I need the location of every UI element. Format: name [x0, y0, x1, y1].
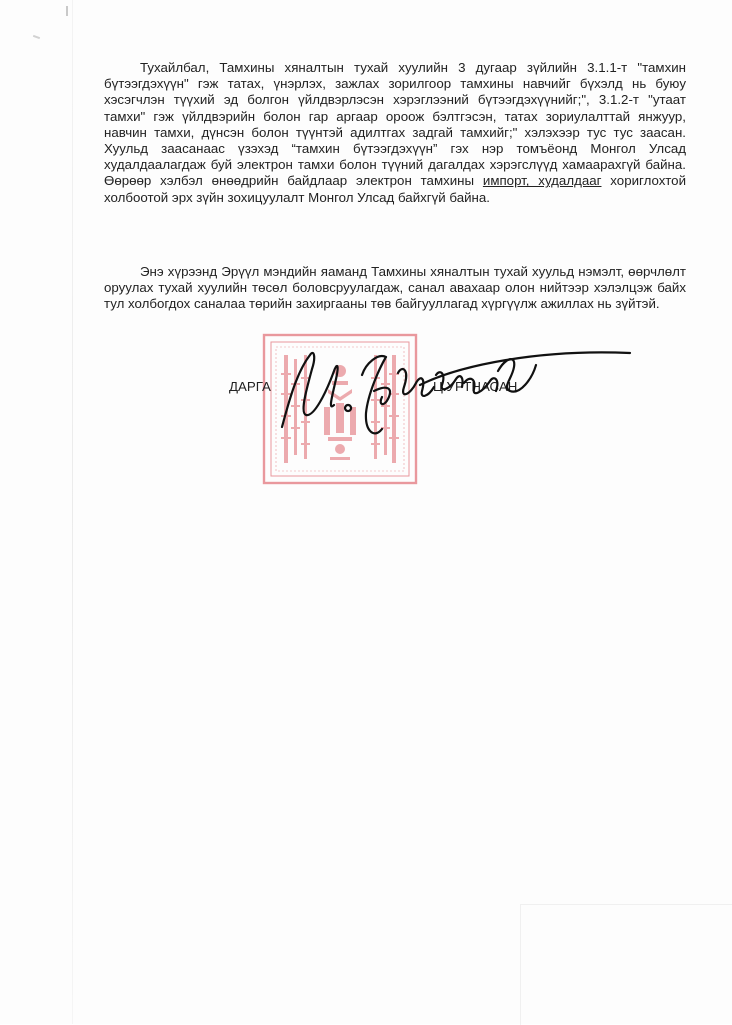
body-paragraph-1	[104, 60, 686, 206]
scan-mark	[33, 35, 40, 39]
signatory-title: ДАРГА	[229, 379, 271, 394]
scan-mark	[66, 6, 68, 16]
handwritten-signature-icon	[270, 335, 635, 445]
scan-edge	[72, 0, 73, 1024]
paragraph-text	[104, 60, 686, 206]
underlined-phrase: импорт, худалдааг	[482, 173, 602, 189]
body-paragraph-2	[104, 264, 686, 313]
paragraph-1-text: Тухайлбал, Тамхины хяналтын тухай хуулийн 3 дугаар зүйлийн 3.1.1-т "тамхин бүтээгдэхүүн" гэж татах, үнэрлэх, зажлах зорилгоор тамхины навчийг бүхэлд нь буюу хэсэгчлэн түүхий эд болгон үйлдвэрлэсэн хэрэглээний бүтээгдэхүүнийг;", 3.1.2-т "утаат тамхи" гэж үйлдвэрийн болон гар аргаар ороож бэлтгэсэн, татах зориулалттай янжуур, навчин тамхи, дүнсэн болон түүнтэй адилтгах задгай тамхийг;" хэлэхээр тус тус заасан. Хуульд заасанаас үзэхэд “тамхин бүтээгдэхүүн” гэх нэр томъёонд Монгол Улсад худалдаалагдаж буй электрон тамхи болон түүний дагалдах хэрэгслүүд хамаарахгүй байна. Өөрөөр хэлбэл өнөөдрийн байдлаар электрон тамхины	[104, 60, 686, 189]
signatory-name: Ц.УРТНАСАН	[433, 379, 518, 394]
paragraph-2-text: Энэ хүрээнд Эрүүл мэндийн яаманд Тамхины хяналтын тухай хуульд нэмэлт, өөрчлөлт оруулах тухай хуулийн төсөл боловсруулагдаж, санал авахаар олон нийтээр хэлэлцэж байх тул холбогдох саналаа төрийн захиргааны төв байгууллагад хүргүүлж ажиллах нь зүйтэй.	[104, 264, 686, 312]
scan-artifact	[520, 904, 732, 1025]
paragraph-1-tail: хориглохтой холбоотой эрх зүйн зохицуулалт Монгол Улсад байхгүй байна.	[104, 173, 687, 205]
